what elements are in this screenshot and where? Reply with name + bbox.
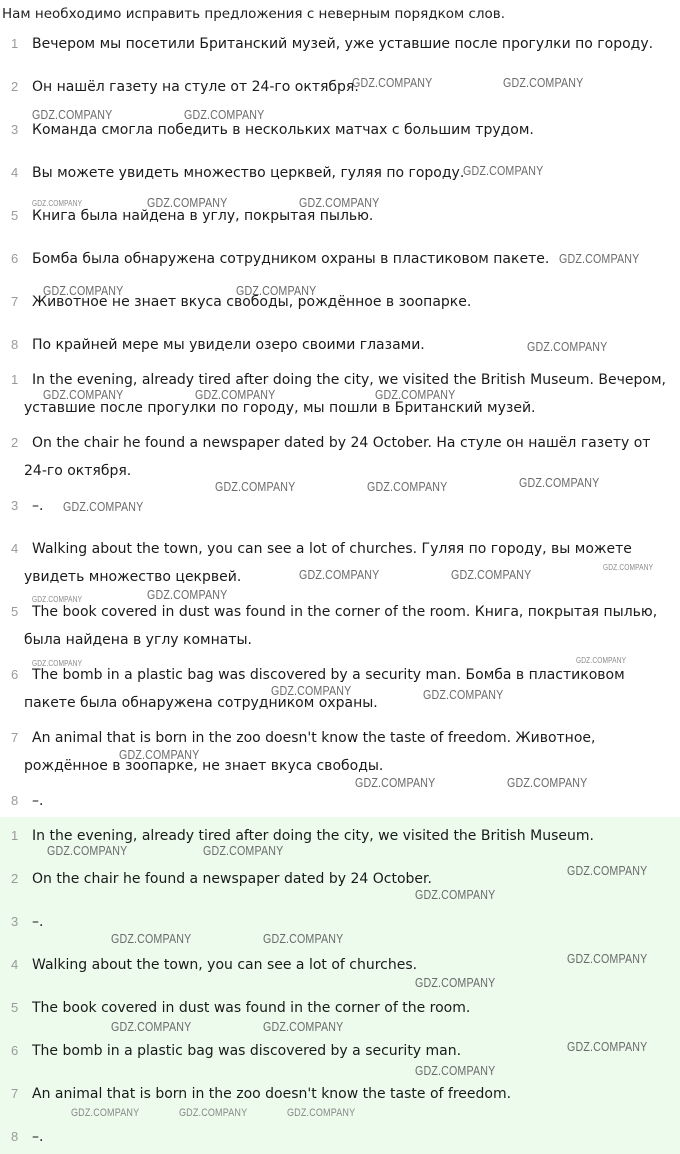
item-number: 4 (11, 957, 19, 972)
item-text: Книга была найдена в углу, покрытая пылью. (32, 208, 374, 224)
watermark-text: GDZ.COMPANY (576, 656, 627, 665)
item-text: –. (32, 498, 44, 514)
item-number: 3 (11, 498, 19, 513)
watermark-text: GDZ.COMPANY (119, 747, 200, 762)
watermark-text: GDZ.COMPANY (179, 1107, 248, 1119)
watermark-text: GDZ.COMPANY (375, 387, 456, 402)
item-number: 5 (11, 208, 19, 223)
watermark-text: GDZ.COMPANY (63, 499, 144, 514)
watermark-text: GDZ.COMPANY (415, 887, 496, 902)
list-item (0, 1123, 672, 1151)
watermark-text: GDZ.COMPANY (32, 199, 83, 208)
watermark-text: GDZ.COMPANY (519, 475, 600, 490)
item-number: 7 (11, 294, 19, 309)
watermark-text: GDZ.COMPANY (32, 659, 83, 668)
item-number: 3 (11, 122, 19, 137)
list-item (0, 1080, 672, 1108)
watermark-text: GDZ.COMPANY (463, 163, 544, 178)
item-text: An animal that is born in the zoo doesn't know the taste of freedom. Животное, рождённое в зоопарке, не знает вкуса свободы. (24, 730, 596, 774)
watermark-text: GDZ.COMPANY (111, 1019, 192, 1034)
item-number: 1 (11, 372, 19, 387)
item-text: In the evening, already tired after doing the city, we visited the British Museum. (32, 828, 594, 844)
watermark-text: GDZ.COMPANY (71, 1107, 140, 1119)
watermark-text: GDZ.COMPANY (203, 843, 284, 858)
item-text: –. (32, 914, 44, 930)
item-text: On the chair he found a newspaper dated by 24 October. На стуле он нашёл газету от 24-го октября. (24, 435, 651, 479)
watermark-text: GDZ.COMPANY (47, 843, 128, 858)
item-number: 2 (11, 79, 19, 94)
item-text: По крайней мере мы увидели озеро своими глазами. (32, 337, 425, 353)
item-text: The book covered in dust was found in the corner of the room. Книга, покрытая пылью, была найдена в углу комнаты. (24, 604, 658, 648)
item-number: 1 (11, 36, 19, 51)
watermark-text: GDZ.COMPANY (43, 283, 124, 298)
list-item (0, 535, 672, 591)
item-number: 6 (11, 667, 19, 682)
item-text: Walking about the town, you can see a lot of churches. (32, 957, 418, 973)
watermark-text: GDZ.COMPANY (415, 975, 496, 990)
watermark-text: GDZ.COMPANY (415, 1063, 496, 1078)
list-item (0, 159, 672, 187)
watermark-text: GDZ.COMPANY (367, 479, 448, 494)
list-item (0, 30, 672, 58)
watermark-text: GDZ.COMPANY (147, 587, 228, 602)
item-text: Вечером мы посетили Британский музей, уже уставшие после прогулки по городу. (32, 36, 654, 52)
item-number: 2 (11, 871, 19, 886)
item-number: 8 (11, 1129, 19, 1144)
item-text: On the chair he found a newspaper dated by 24 October. (32, 871, 432, 887)
item-text: The bomb in a plastic bag was discovered by a security man. Бомба в пластиковом пакете была обнаружена сотрудником охраны. (24, 667, 625, 711)
list-item (0, 724, 672, 780)
item-text: Он нашёл газету на стуле от 24-го октября. (32, 79, 359, 95)
item-number: 8 (11, 793, 19, 808)
item-number: 2 (11, 435, 19, 450)
watermark-text: GDZ.COMPANY (503, 75, 584, 90)
item-text: The bomb in a plastic bag was discovered by a security man. (32, 1043, 462, 1059)
item-number: 1 (11, 828, 19, 843)
item-number: 6 (11, 1043, 19, 1058)
item-number: 3 (11, 914, 19, 929)
watermark-text: GDZ.COMPANY (32, 107, 113, 122)
watermark-text: GDZ.COMPANY (215, 479, 296, 494)
list-item (0, 787, 672, 815)
watermark-text: GDZ.COMPANY (567, 1039, 648, 1054)
watermark-text: GDZ.COMPANY (271, 683, 352, 698)
watermark-text: GDZ.COMPANY (559, 251, 640, 266)
item-number: 4 (11, 165, 19, 180)
watermark-text: GDZ.COMPANY (287, 1107, 356, 1119)
item-number: 6 (11, 251, 19, 266)
watermark-text: GDZ.COMPANY (299, 567, 380, 582)
watermark-text: GDZ.COMPANY (147, 195, 228, 210)
item-text: Walking about the town, you can see a lot of churches. Гуляя по городу, вы можете увидеть множество цекрвей. (24, 541, 632, 585)
watermark-text: GDZ.COMPANY (263, 1019, 344, 1034)
watermark-text: GDZ.COMPANY (355, 775, 436, 790)
watermark-text: GDZ.COMPANY (527, 339, 608, 354)
watermark-text: GDZ.COMPANY (507, 775, 588, 790)
watermark-text: GDZ.COMPANY (195, 387, 276, 402)
item-text: Команда смогла победить в нескольких матчах с большим трудом. (32, 122, 534, 138)
watermark-text: GDZ.COMPANY (111, 931, 192, 946)
list-item (0, 598, 672, 654)
item-number: 4 (11, 541, 19, 556)
item-number: 8 (11, 337, 19, 352)
watermark-text: GDZ.COMPANY (352, 75, 433, 90)
item-number: 5 (11, 604, 19, 619)
item-text: Вы можете увидеть множество церквей, гуляя по городу. (32, 165, 465, 181)
watermark-text: GDZ.COMPANY (299, 195, 380, 210)
watermark-text: GDZ.COMPANY (43, 387, 124, 402)
item-number: 7 (11, 730, 19, 745)
watermark-text: GDZ.COMPANY (263, 931, 344, 946)
item-number: 5 (11, 1000, 19, 1015)
watermark-text: GDZ.COMPANY (423, 687, 504, 702)
list-item (0, 994, 672, 1022)
item-text: In the evening, already tired after doing the city, we visited the British Museum. Вечером, уставшие после прогулки по городу, мы пошли в Британский музей. (24, 372, 666, 416)
item-text: Бомба была обнаружена сотрудником охраны в пластиковом пакете. (32, 251, 550, 267)
item-text: –. (32, 1129, 44, 1145)
watermark-text: GDZ.COMPANY (567, 863, 648, 878)
item-text: –. (32, 793, 44, 809)
item-text: Животное не знает вкуса свободы, рождённое в зоопарке. (32, 294, 472, 310)
item-text: The book covered in dust was found in the corner of the room. (32, 1000, 471, 1016)
watermark-text: GDZ.COMPANY (603, 563, 654, 572)
item-number: 7 (11, 1086, 19, 1101)
watermark-text: GDZ.COMPANY (32, 595, 83, 604)
watermark-text: GDZ.COMPANY (184, 107, 265, 122)
item-text: An animal that is born in the zoo doesn't know the taste of freedom. (32, 1086, 512, 1102)
watermark-text: GDZ.COMPANY (451, 567, 532, 582)
watermark-text: GDZ.COMPANY (567, 951, 648, 966)
watermark-text: GDZ.COMPANY (236, 283, 317, 298)
task-instruction: Нам необходимо исправить предложения с неверным порядком слов. (2, 6, 506, 22)
